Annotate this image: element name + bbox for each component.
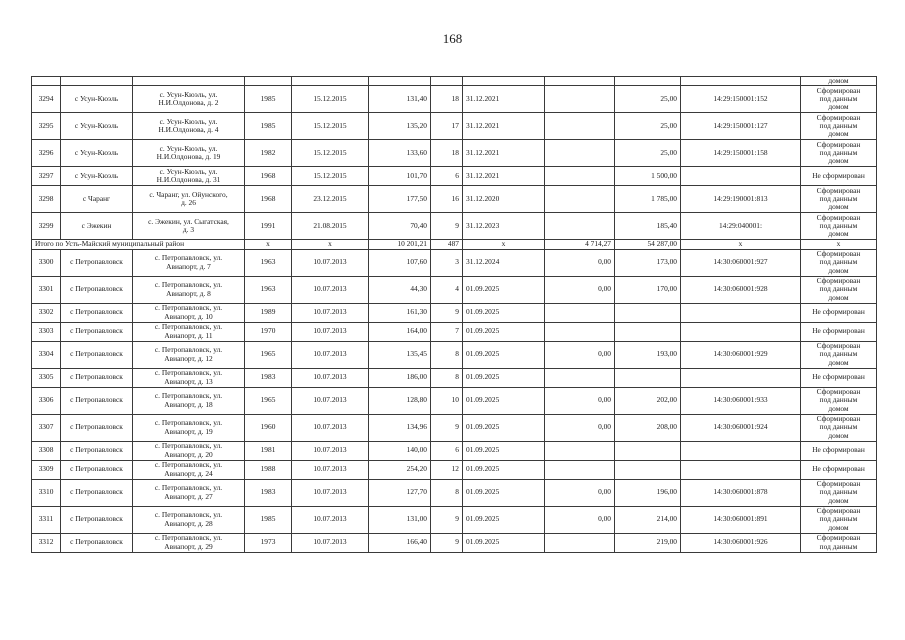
- count-cell: 17: [431, 113, 463, 140]
- address-cell: с. Петропавловск, ул. Авиапорт, д. 20: [133, 441, 245, 460]
- year-cell: 1968: [245, 186, 292, 213]
- table-row: [32, 368, 877, 387]
- address-cell: с. Усун-Кюэль, ул. Н.И.Олдонова, д. 4: [133, 113, 245, 140]
- table-row: [32, 140, 877, 167]
- settlement-cell: с Усун-Кюэль: [61, 140, 133, 167]
- deadline-cell: 31.12.2024: [463, 249, 545, 276]
- area-cell: 135,45: [369, 341, 431, 368]
- cadastral-cell: 14:30:060001:933: [681, 387, 801, 414]
- total-cost: 54 287,00: [615, 240, 681, 249]
- date-cell: 10.07.2013: [292, 460, 369, 479]
- status-cell: Сформирован под данным домом: [801, 113, 877, 140]
- count-cell: 9: [431, 303, 463, 322]
- fund-cell: [545, 322, 615, 341]
- table-row: [32, 533, 877, 552]
- date-cell: 15.12.2015: [292, 113, 369, 140]
- row-number: 3310: [32, 479, 61, 506]
- fund-cell: [545, 441, 615, 460]
- status-cell: Сформирован под данным: [801, 533, 877, 552]
- deadline-cell: 01.09.2025: [463, 341, 545, 368]
- table-row: [32, 303, 877, 322]
- cost-cell: 202,00: [615, 387, 681, 414]
- deadline-cell: 31.12.2021: [463, 140, 545, 167]
- fund-cell: [545, 113, 615, 140]
- status-cell: Не сформирован: [801, 167, 877, 186]
- cost-cell: 193,00: [615, 341, 681, 368]
- date-cell: 10.07.2013: [292, 322, 369, 341]
- count-cell: 10: [431, 387, 463, 414]
- cost-cell: [615, 460, 681, 479]
- row-number: 3312: [32, 533, 61, 552]
- cadastral-cell: 14:30:060001:927: [681, 249, 801, 276]
- address-cell: с. Петропавловск, ул. Авиапорт, д. 8: [133, 276, 245, 303]
- status-cell: Сформирован под данным домом: [801, 186, 877, 213]
- area-cell: 135,20: [369, 113, 431, 140]
- date-cell: 15.12.2015: [292, 167, 369, 186]
- cadastral-cell: 14:30:060001:891: [681, 506, 801, 533]
- settlement-cell: с Усун-Кюэль: [61, 167, 133, 186]
- total-area: 10 201,21: [369, 240, 431, 249]
- fund-cell: [545, 213, 615, 240]
- table-row: [32, 460, 877, 479]
- cost-cell: 196,00: [615, 479, 681, 506]
- cadastral-cell: 14:30:060001:924: [681, 414, 801, 441]
- year-cell: 1985: [245, 113, 292, 140]
- row-number: 3306: [32, 387, 61, 414]
- count-cell: 18: [431, 140, 463, 167]
- status-cell: Не сформирован: [801, 441, 877, 460]
- cost-cell: [615, 303, 681, 322]
- year-cell: 1988: [245, 460, 292, 479]
- address-cell: с. Петропавловск, ул. Авиапорт, д. 18: [133, 387, 245, 414]
- settlement-cell: с Петропавловск: [61, 533, 133, 552]
- count-cell: 9: [431, 506, 463, 533]
- date-cell: 10.07.2013: [292, 414, 369, 441]
- year-cell: 1985: [245, 506, 292, 533]
- year-cell: 1981: [245, 441, 292, 460]
- settlement-cell: с Петропавловск: [61, 276, 133, 303]
- fund-cell: [545, 186, 615, 213]
- row-number: 3294: [32, 86, 61, 113]
- deadline-cell: 31.12.2021: [463, 113, 545, 140]
- settlement-cell: с Петропавловск: [61, 479, 133, 506]
- count-cell: 16: [431, 186, 463, 213]
- cadastral-cell: 14:29:040001:: [681, 213, 801, 240]
- cost-cell: 25,00: [615, 113, 681, 140]
- table-row: [32, 249, 877, 276]
- address-cell: с. Петропавловск, ул. Авиапорт, д. 19: [133, 414, 245, 441]
- area-cell: 186,00: [369, 368, 431, 387]
- settlement-cell: с Петропавловск: [61, 387, 133, 414]
- fund-cell: 0,00: [545, 387, 615, 414]
- address-cell: с. Усун-Кюэль, ул. Н.И.Олдонова, д. 19: [133, 140, 245, 167]
- settlement-cell: с Петропавловск: [61, 460, 133, 479]
- row-number: 3311: [32, 506, 61, 533]
- year-cell: 1965: [245, 341, 292, 368]
- cadastral-cell: 14:30:060001:878: [681, 479, 801, 506]
- fund-cell: [545, 368, 615, 387]
- address-cell: с. Усун-Кюэль, ул. Н.И.Олдонова, д. 31: [133, 167, 245, 186]
- count-cell: 6: [431, 441, 463, 460]
- status-cell: Сформирован под данным домом: [801, 140, 877, 167]
- date-cell: 23.12.2015: [292, 186, 369, 213]
- address-cell: с. Петропавловск, ул. Авиапорт, д. 10: [133, 303, 245, 322]
- row-number: 3305: [32, 368, 61, 387]
- row-number: 3298: [32, 186, 61, 213]
- cost-cell: 25,00: [615, 86, 681, 113]
- settlement-cell: с Петропавловск: [61, 341, 133, 368]
- status-cell: Не сформирован: [801, 303, 877, 322]
- year-cell: 1965: [245, 387, 292, 414]
- status-cell: Сформирован под данным домом: [801, 213, 877, 240]
- year-cell: 1983: [245, 479, 292, 506]
- page-number: 168: [442, 31, 463, 46]
- settlement-cell: с Усун-Кюэль: [61, 113, 133, 140]
- fund-cell: 0,00: [545, 414, 615, 441]
- date-cell: 15.12.2015: [292, 86, 369, 113]
- year-cell: 1970: [245, 322, 292, 341]
- area-cell: 107,60: [369, 249, 431, 276]
- cadastral-cell: 14:29:150001:158: [681, 140, 801, 167]
- year-cell: 1985: [245, 86, 292, 113]
- status-cell: Сформирован под данным домом: [801, 86, 877, 113]
- cost-cell: [615, 322, 681, 341]
- cadastral-cell: [681, 441, 801, 460]
- deadline-cell: 31.12.2021: [463, 167, 545, 186]
- count-cell: 6: [431, 167, 463, 186]
- year-cell: 1960: [245, 414, 292, 441]
- fund-cell: [545, 167, 615, 186]
- count-cell: 18: [431, 86, 463, 113]
- address-cell: с. Петропавловск, ул. Авиапорт, д. 12: [133, 341, 245, 368]
- settlement-cell: с Петропавловск: [61, 303, 133, 322]
- status-cell: домом: [801, 77, 877, 86]
- cadastral-cell: 14:30:060001:929: [681, 341, 801, 368]
- cadastral-cell: 14:30:060001:928: [681, 276, 801, 303]
- address-cell: с. Петропавловск, ул. Авиапорт, д. 24: [133, 460, 245, 479]
- deadline-cell: 01.09.2025: [463, 387, 545, 414]
- area-cell: 161,30: [369, 303, 431, 322]
- table-row: [32, 341, 877, 368]
- fund-cell: 0,00: [545, 276, 615, 303]
- deadline-cell: 31.12.2023: [463, 213, 545, 240]
- cadastral-cell: [681, 303, 801, 322]
- deadline-cell: 01.09.2025: [463, 533, 545, 552]
- row-number: 3303: [32, 322, 61, 341]
- cadastral-cell: [681, 167, 801, 186]
- total-date: x: [292, 240, 369, 249]
- settlement-cell: с Петропавловск: [61, 414, 133, 441]
- deadline-cell: 01.09.2025: [463, 479, 545, 506]
- cost-cell: [615, 368, 681, 387]
- fund-cell: [545, 140, 615, 167]
- status-cell: Не сформирован: [801, 322, 877, 341]
- status-cell: Сформирован под данным домом: [801, 249, 877, 276]
- settlement-cell: с Петропавловск: [61, 368, 133, 387]
- cost-cell: 25,00: [615, 140, 681, 167]
- total-deadline: x: [463, 240, 545, 249]
- deadline-cell: 01.09.2025: [463, 460, 545, 479]
- total-fund: 4 714,27: [545, 240, 615, 249]
- area-cell: 140,00: [369, 441, 431, 460]
- row-number: 3304: [32, 341, 61, 368]
- cost-cell: 208,00: [615, 414, 681, 441]
- address-cell: с. Петропавловск, ул. Авиапорт, д. 29: [133, 533, 245, 552]
- area-cell: 164,00: [369, 322, 431, 341]
- settlement-cell: с Петропавловск: [61, 506, 133, 533]
- table-row: [32, 414, 877, 441]
- date-cell: 10.07.2013: [292, 368, 369, 387]
- row-number: 3308: [32, 441, 61, 460]
- deadline-cell: 01.09.2025: [463, 322, 545, 341]
- count-cell: 8: [431, 368, 463, 387]
- year-cell: 1968: [245, 167, 292, 186]
- row-number: 3302: [32, 303, 61, 322]
- year-cell: 1991: [245, 213, 292, 240]
- area-cell: 131,40: [369, 86, 431, 113]
- total-row: [32, 240, 877, 249]
- cadastral-cell: 14:29:150001:152: [681, 86, 801, 113]
- area-cell: 128,80: [369, 387, 431, 414]
- address-cell: с. Петропавловск, ул. Авиапорт, д. 27: [133, 479, 245, 506]
- date-cell: 10.07.2013: [292, 506, 369, 533]
- count-cell: 8: [431, 341, 463, 368]
- status-cell: Не сформирован: [801, 460, 877, 479]
- area-cell: 101,70: [369, 167, 431, 186]
- date-cell: 10.07.2013: [292, 441, 369, 460]
- status-cell: Сформирован под данным домом: [801, 387, 877, 414]
- row-number: 3296: [32, 140, 61, 167]
- count-cell: 9: [431, 414, 463, 441]
- total-year: x: [245, 240, 292, 249]
- fund-cell: 0,00: [545, 479, 615, 506]
- table-row: [32, 276, 877, 303]
- deadline-cell: 01.09.2025: [463, 276, 545, 303]
- cost-cell: 185,40: [615, 213, 681, 240]
- cost-cell: 1 785,00: [615, 186, 681, 213]
- settlement-cell: с Петропавловск: [61, 249, 133, 276]
- area-cell: 131,00: [369, 506, 431, 533]
- row-number: 3301: [32, 276, 61, 303]
- deadline-cell: 01.09.2025: [463, 441, 545, 460]
- date-cell: 10.07.2013: [292, 303, 369, 322]
- settlement-cell: с Чаранг: [61, 186, 133, 213]
- date-cell: 10.07.2013: [292, 479, 369, 506]
- year-cell: 1963: [245, 249, 292, 276]
- fund-cell: [545, 86, 615, 113]
- date-cell: 10.07.2013: [292, 533, 369, 552]
- status-cell: Сформирован под данным домом: [801, 341, 877, 368]
- count-cell: 3: [431, 249, 463, 276]
- area-cell: 134,96: [369, 414, 431, 441]
- fund-cell: [545, 303, 615, 322]
- fund-cell: 0,00: [545, 506, 615, 533]
- table-row: [32, 322, 877, 341]
- status-cell: Сформирован под данным домом: [801, 506, 877, 533]
- deadline-cell: 31.12.2021: [463, 86, 545, 113]
- area-cell: 44,30: [369, 276, 431, 303]
- count-cell: 7: [431, 322, 463, 341]
- date-cell: 21.08.2015: [292, 213, 369, 240]
- table-row: [32, 113, 877, 140]
- fund-cell: 0,00: [545, 341, 615, 368]
- status-cell: Сформирован под данным домом: [801, 479, 877, 506]
- cadastral-cell: [681, 322, 801, 341]
- deadline-cell: 01.09.2025: [463, 303, 545, 322]
- address-cell: с. Петропавловск, ул. Авиапорт, д. 13: [133, 368, 245, 387]
- date-cell: 10.07.2013: [292, 249, 369, 276]
- area-cell: 166,40: [369, 533, 431, 552]
- settlement-cell: с Эжекин: [61, 213, 133, 240]
- cadastral-cell: [681, 460, 801, 479]
- cost-cell: [615, 441, 681, 460]
- count-cell: 9: [431, 213, 463, 240]
- deadline-cell: 01.09.2025: [463, 414, 545, 441]
- year-cell: 1963: [245, 276, 292, 303]
- year-cell: 1982: [245, 140, 292, 167]
- continued-row: [32, 77, 877, 86]
- area-cell: 70,40: [369, 213, 431, 240]
- row-number: 3297: [32, 167, 61, 186]
- settlement-cell: с Усун-Кюэль: [61, 86, 133, 113]
- fund-cell: [545, 533, 615, 552]
- cadastral-cell: 14:30:060001:926: [681, 533, 801, 552]
- cadastral-cell: [681, 368, 801, 387]
- fund-cell: 0,00: [545, 249, 615, 276]
- table-row: [32, 186, 877, 213]
- cost-cell: 1 500,00: [615, 167, 681, 186]
- deadline-cell: 01.09.2025: [463, 368, 545, 387]
- row-number: 3307: [32, 414, 61, 441]
- area-cell: 177,50: [369, 186, 431, 213]
- table-row: [32, 213, 877, 240]
- table-row: [32, 167, 877, 186]
- deadline-cell: 31.12.2020: [463, 186, 545, 213]
- date-cell: 10.07.2013: [292, 276, 369, 303]
- address-cell: с. Эжекин, ул. Сыгатская, д. 3: [133, 213, 245, 240]
- fund-cell: [545, 460, 615, 479]
- settlement-cell: с Петропавловск: [61, 441, 133, 460]
- count-cell: 8: [431, 479, 463, 506]
- table-row: [32, 441, 877, 460]
- area-cell: 133,60: [369, 140, 431, 167]
- cost-cell: 219,00: [615, 533, 681, 552]
- cost-cell: 170,00: [615, 276, 681, 303]
- cadastral-cell: 14:29:190001:813: [681, 186, 801, 213]
- count-cell: 12: [431, 460, 463, 479]
- year-cell: 1983: [245, 368, 292, 387]
- status-cell: Сформирован под данным домом: [801, 276, 877, 303]
- cadastral-cell: 14:29:150001:127: [681, 113, 801, 140]
- total-cadastral: x: [681, 240, 801, 249]
- count-cell: 9: [431, 533, 463, 552]
- row-number: 3300: [32, 249, 61, 276]
- date-cell: 10.07.2013: [292, 387, 369, 414]
- status-cell: Сформирован под данным домом: [801, 414, 877, 441]
- date-cell: 15.12.2015: [292, 140, 369, 167]
- deadline-cell: 01.09.2025: [463, 506, 545, 533]
- settlement-cell: с Петропавловск: [61, 322, 133, 341]
- address-cell: с. Петропавловск, ул. Авиапорт, д. 7: [133, 249, 245, 276]
- area-cell: 254,20: [369, 460, 431, 479]
- table-row: [32, 506, 877, 533]
- total-label: Итого по Усть-Майский муниципальный район: [32, 240, 245, 249]
- table-row: [32, 387, 877, 414]
- address-cell: с. Петропавловск, ул. Авиапорт, д. 28: [133, 506, 245, 533]
- row-number: 3295: [32, 113, 61, 140]
- address-cell: с. Петропавловск, ул. Авиапорт, д. 11: [133, 322, 245, 341]
- address-cell: с. Усун-Кюэль, ул. Н.И.Олдонова, д. 2: [133, 86, 245, 113]
- total-count: 487: [431, 240, 463, 249]
- count-cell: 4: [431, 276, 463, 303]
- date-cell: 10.07.2013: [292, 341, 369, 368]
- row-number: 3309: [32, 460, 61, 479]
- row-number: 3299: [32, 213, 61, 240]
- address-cell: с. Чаранг, ул. Ойунского, д. 26: [133, 186, 245, 213]
- table-row: [32, 479, 877, 506]
- table-row: [32, 86, 877, 113]
- year-cell: 1989: [245, 303, 292, 322]
- cost-cell: 214,00: [615, 506, 681, 533]
- cost-cell: 173,00: [615, 249, 681, 276]
- housing-registry-table: [31, 76, 877, 553]
- status-cell: Не сформирован: [801, 368, 877, 387]
- area-cell: 127,70: [369, 479, 431, 506]
- total-status: x: [801, 240, 877, 249]
- year-cell: 1973: [245, 533, 292, 552]
